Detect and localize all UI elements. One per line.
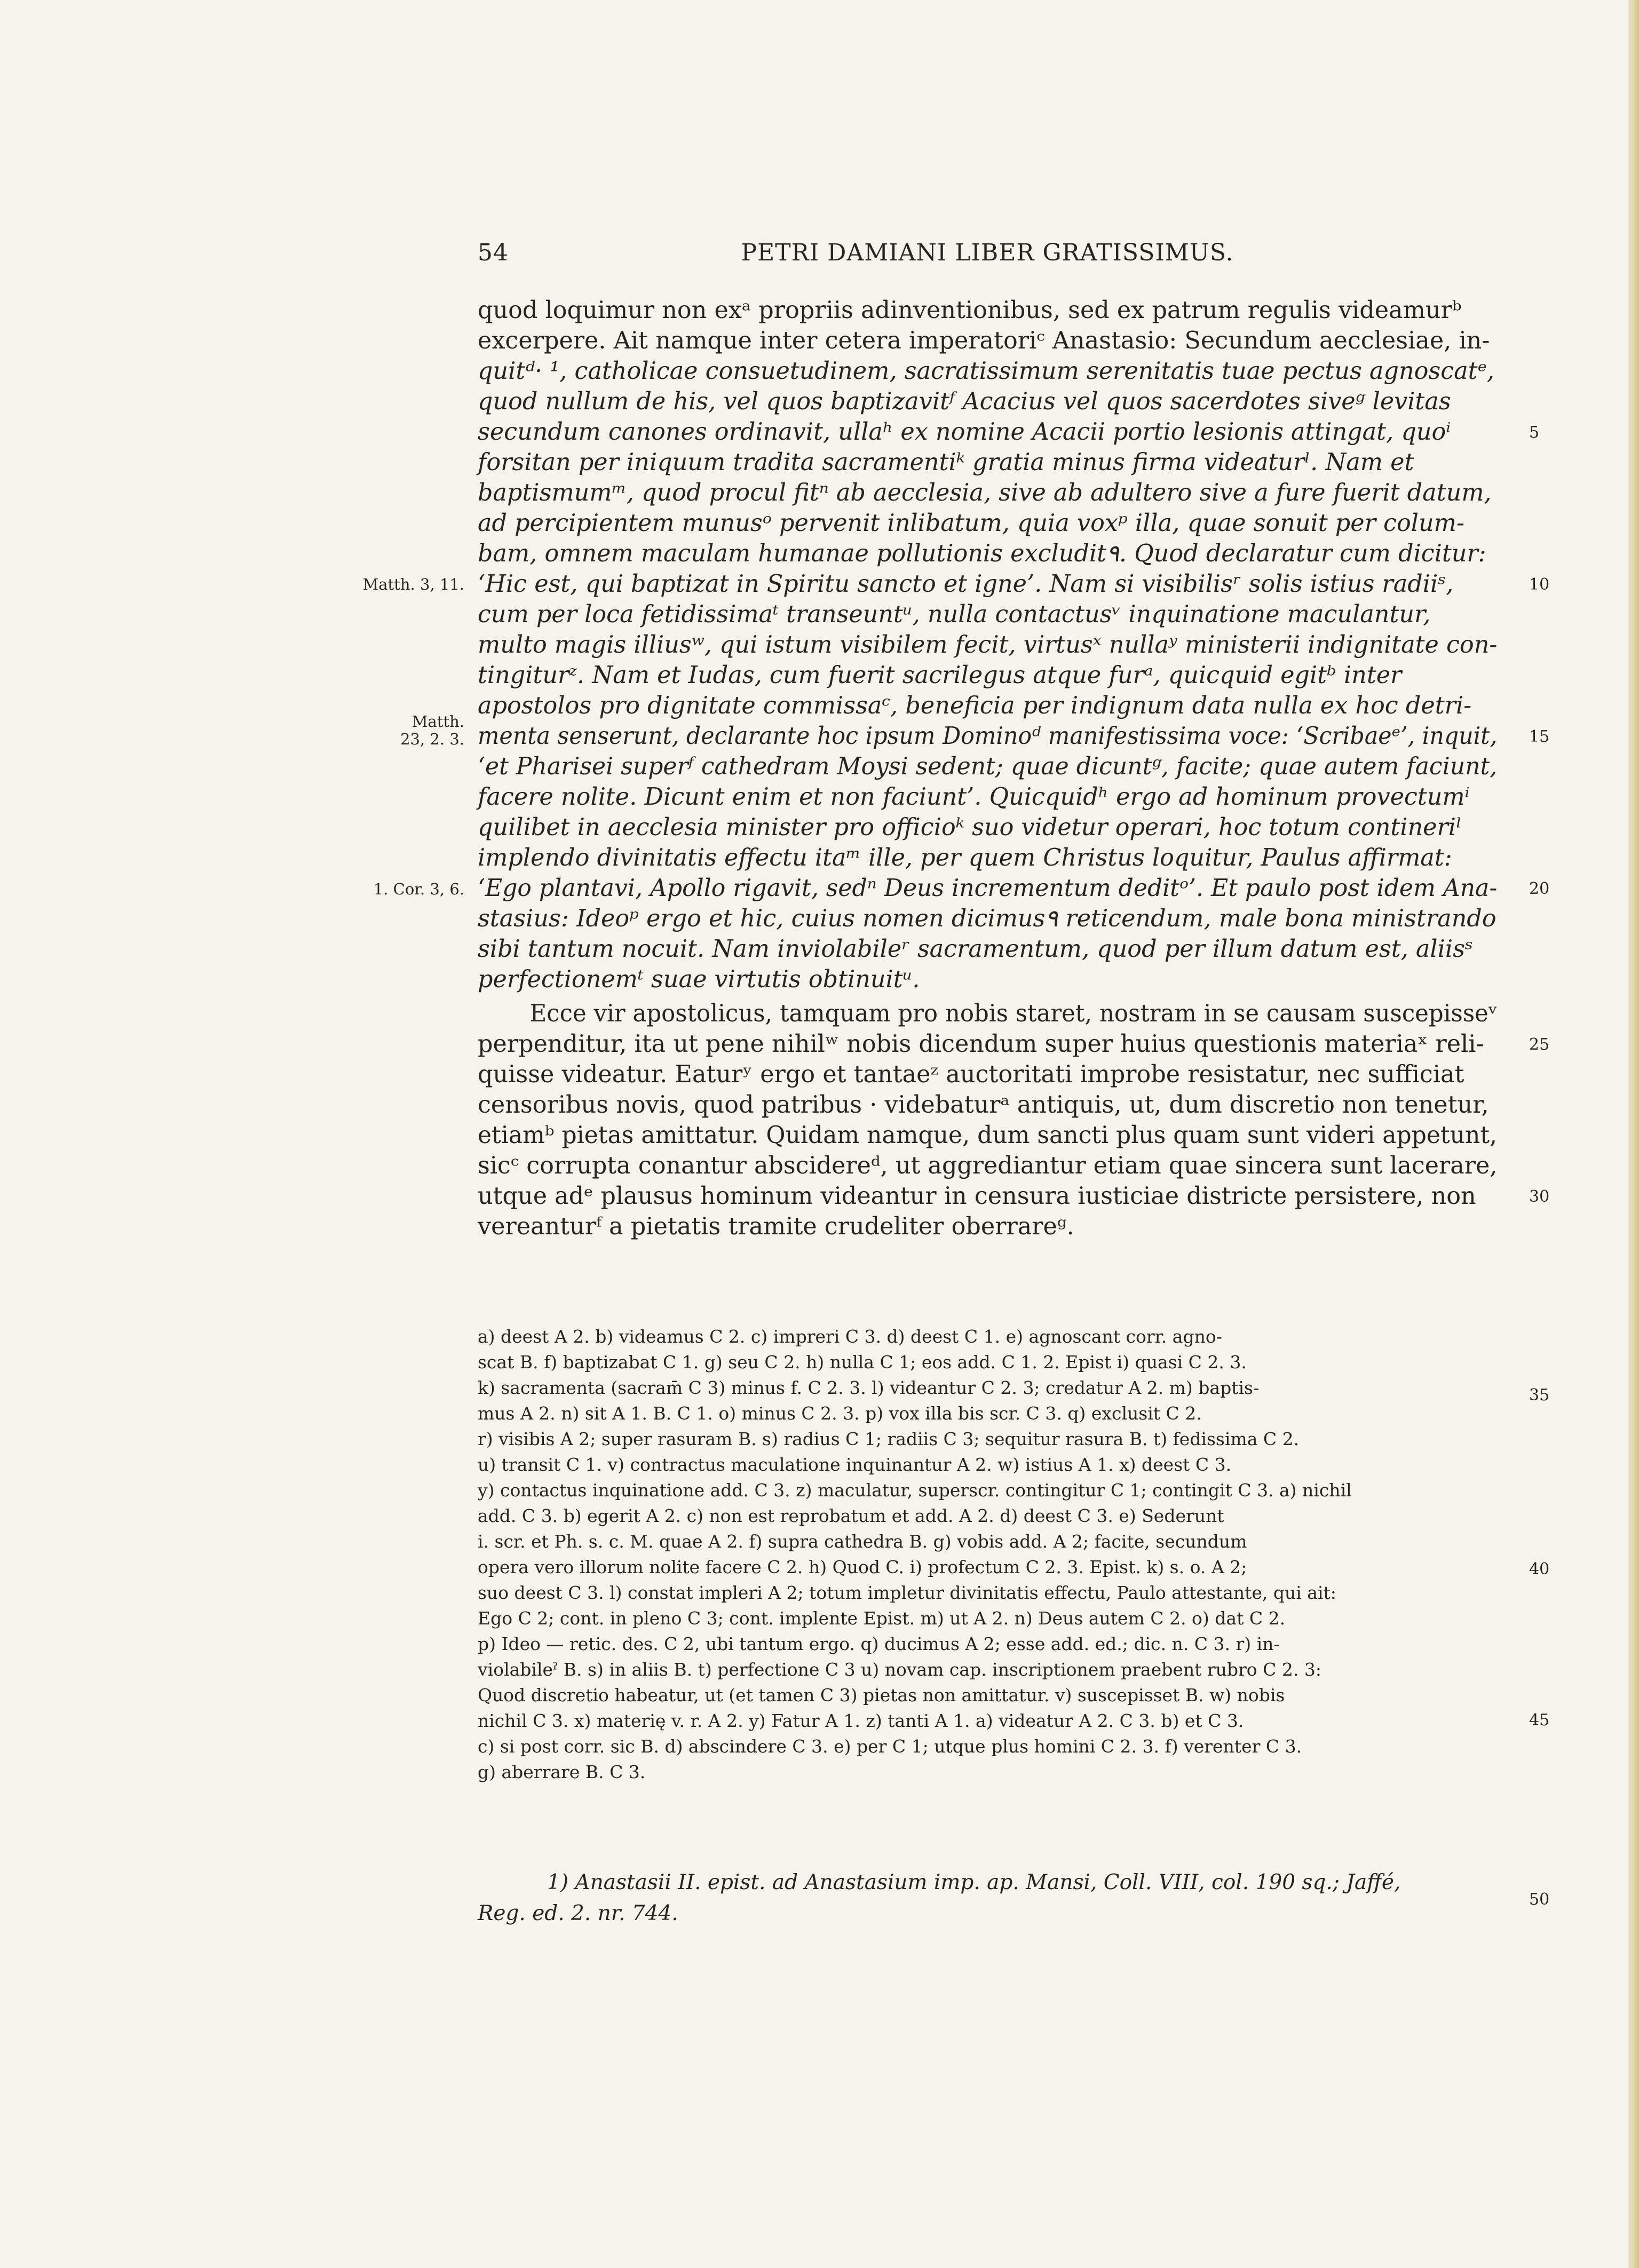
apparatus-line: nichil C 3. x) materię v. r. A 2. y) Fatur A 1. z) tanti A 1. a) videatur A 2. C 3. b) et C 3. <box>478 1710 1244 1731</box>
line-number: 15 <box>1529 727 1550 746</box>
apparatus-line: u) transit C 1. v) contractus maculatione inquinantur A 2. w) istius A 1. x) deest C 3. <box>478 1454 1232 1475</box>
apparatus-line: mus A 2. n) sit A 1. B. C 1. o) minus C 2. 3. p) vox illa bis scr. C 3. q) exclusit C 2. <box>478 1403 1202 1424</box>
body-line: Ecce vir apostolicus, tamquam pro nobis staret, nostram in se causam suscepisseᵛ <box>529 1000 1498 1027</box>
body-line: ‘Hic est, qui baptizat in Spiritu sancto et igne’. Nam si visibilisʳ solis istius radiiˢ, <box>478 570 1454 598</box>
body-line: vereanturᶠ a pietatis tramite crudeliter oberrareᵍ. <box>478 1213 1074 1240</box>
body-line: cum per loca fetidissimaᵗ transeuntᵘ, nulla contactusᵛ inquinatione maculantur, <box>478 601 1431 628</box>
footnote-line: 1) Anastasii II. epist. ad Anastasium imp. ap. Mansi, Coll. VIII, col. 190 sq.; Jaffé, <box>547 1870 1401 1894</box>
line-number: 35 <box>1529 1386 1550 1405</box>
apparatus-line: c) si post corr. sic B. d) abscindere C 3. e) per C 1; utque plus homini C 2. 3. f) verenter C 3. <box>478 1736 1302 1757</box>
body-line: facere nolite. Dicunt enim et non faciunt’. Quicquidʰ ergo ad hominum provectumⁱ <box>478 783 1470 811</box>
line-number: 40 <box>1529 1560 1550 1579</box>
margin-reference: Matth. 3, 11. <box>362 575 464 593</box>
body-line: menta senserunt, declarante hoc ipsum Dominoᵈ manifestissima voce: ‘Scribaeᵉ’, inquit, <box>478 723 1498 750</box>
page-number: 54 <box>478 239 509 266</box>
body-line: forsitan per iniquum tradita sacramentiᵏ gratia minus firma videaturˡ. Nam et <box>478 449 1414 476</box>
body-line: quod nullum de his, vel quos baptizavitᶠ Acacius vel quos sacerdotes siveᵍ levitas <box>478 388 1451 415</box>
apparatus-line: p) Ideo — retic. des. C 2, ubi tantum ergo. q) ducimus A 2; esse add. ed.; dic. n. C 3. r) in- <box>478 1633 1280 1654</box>
running-header <box>478 239 1497 276</box>
line-number: 20 <box>1529 879 1550 898</box>
margin-reference: Matth. 23, 2. 3. <box>400 712 464 749</box>
body-line: sicᶜ corrupta conantur abscidereᵈ, ut aggrediantur etiam quae sincera sunt lacerare, <box>478 1152 1498 1179</box>
body-line: stasius: Ideoᵖ ergo et hic, cuius nomen dicimus٩ reticendum, male bona ministrando <box>478 905 1497 932</box>
body-line: etiamᵇ pietas amittatur. Quidam namque, dum sancti plus quam sunt videri appetunt, <box>478 1122 1498 1149</box>
body-line: quod loquimur non exᵃ propriis adinventionibus, sed ex patrum regulis videamurᵇ <box>478 297 1462 324</box>
page-edge-binding <box>1628 0 1639 2268</box>
apparatus-line: violabileˀ B. s) in aliis B. t) perfectione C 3 u) novam cap. inscriptionem praebent rubro C 2. 3: <box>478 1659 1321 1680</box>
body-line: secundum canones ordinavit, ullaʰ ex nomine Acacii portio lesionis attingat, quoⁱ <box>478 418 1451 446</box>
apparatus-line: r) visibis A 2; super rasuram B. s) radius C 1; radiis C 3; sequitur rasura B. t) fedissima C 2. <box>478 1429 1300 1449</box>
body-line: sibi tantum nocuit. Nam inviolabileʳ sacramentum, quod per illum datum est, aliisˢ <box>478 935 1473 963</box>
apparatus-line: suo deest C 3. l) constat impleri A 2; totum impletur divinitatis effectu, Paulo attestante, qui ait: <box>478 1582 1336 1603</box>
body-line: multo magis illiusʷ, qui istum visibilem fecit, virtusˣ nullaʸ ministerii indignitate con- <box>478 631 1498 659</box>
body-line: quitᵈ· ¹, catholicae consuetudinem, sacratissimum serenitatis tuae pectus agnoscatᵉ, <box>478 358 1494 385</box>
line-number: 30 <box>1529 1187 1550 1206</box>
body-line: perpenditur, ita ut pene nihilʷ nobis dicendum super huius questionis materiaˣ reli- <box>478 1030 1484 1058</box>
apparatus-line: scat B. f) baptizabat C 1. g) seu C 2. h) nulla C 1; eos add. C 1. 2. Epist i) quasi C 2. 3. <box>478 1352 1247 1373</box>
line-number: 50 <box>1529 1890 1550 1909</box>
body-line: apostolos pro dignitate commissaᶜ, beneficia per indignum data nulla ex hoc detri- <box>478 692 1472 719</box>
body-line: quisse videatur. Eaturʸ ergo et tantaeᶻ auctoritati improbe resistatur, nec sufficiat <box>478 1061 1464 1088</box>
body-line: ‘Ego plantavi, Apollo rigavit, sedⁿ Deus incrementum deditᵒ’. Et paulo post idem Ana- <box>478 875 1498 902</box>
body-line: excerpere. Ait namque inter cetera imperatoriᶜ Anastasio: Secundum aecclesiae, in- <box>478 327 1490 354</box>
apparatus-line: a) deest A 2. b) videamus C 2. c) impreri C 3. d) deest C 1. e) agnoscant corr. agno- <box>478 1326 1222 1347</box>
line-number: 25 <box>1529 1035 1550 1054</box>
footnote-line: Reg. ed. 2. nr. 744. <box>478 1901 678 1925</box>
apparatus-line: k) sacramenta (sacram̄ C 3) minus f. C 2. 3. l) videantur C 2. 3; credatur A 2. m) baptis- <box>478 1377 1260 1398</box>
line-number: 10 <box>1529 575 1550 594</box>
apparatus-line: i. scr. et Ph. s. c. M. quae A 2. f) supra cathedra B. g) vobis add. A 2; facite, secundum <box>478 1531 1247 1552</box>
body-line: baptismumᵐ, quod procul fitⁿ ab aecclesia, sive ab adultero sive a fure fuerit datum, <box>478 479 1492 506</box>
apparatus-line: add. C 3. b) egerit A 2. c) non est reprobatum et add. A 2. d) deest C 3. e) Sederunt <box>478 1505 1224 1526</box>
body-line: bam, omnem maculam humanae pollutionis excludit٩. Quod declaratur cum dicitur: <box>478 540 1486 567</box>
body-line: tingiturᶻ. Nam et Iudas, cum fuerit sacrilegus atque furᵃ, quicquid egitᵇ inter <box>478 662 1402 689</box>
apparatus-line: y) contactus inquinatione add. C 3. z) maculatur, superscr. contingitur C 1; contingit C 3. a) nichil <box>478 1480 1352 1501</box>
margin-reference: 1. Cor. 3, 6. <box>373 880 464 898</box>
apparatus-line: opera vero illorum nolite facere C 2. h) Quod C. i) profectum C 2. 3. Epist. k) s. o. A 2; <box>478 1557 1247 1577</box>
apparatus-line: g) aberrare B. C 3. <box>478 1762 646 1782</box>
body-line: implendo divinitatis effectu itaᵐ ille, per quem Christus loquitur, Paulus affirmat: <box>478 844 1452 871</box>
body-line: censoribus novis, quod patribus · videbaturᵃ antiquis, ut, dum discretio non tenetur, <box>478 1091 1489 1119</box>
body-line: perfectionemᵗ suae virtutis obtinuitᵘ. <box>478 966 920 993</box>
body-line: ad percipientem munusᵒ pervenit inlibatum, quia voxᵖ illa, quae sonuit per colum- <box>478 510 1464 537</box>
body-line: utque adᵉ plausus hominum videantur in censura iusticiae districte persistere, non <box>478 1183 1476 1210</box>
body-line: ‘et Pharisei superᶠ cathedram Moysi sedent; quae dicuntᵍ, facite; quae autem faciunt, <box>478 753 1498 780</box>
line-number: 45 <box>1529 1711 1550 1730</box>
line-number: 5 <box>1529 423 1540 442</box>
running-title: PETRI DAMIANI LIBER GRATISSIMUS. <box>741 239 1234 266</box>
apparatus-line: Quod discretio habeatur, ut (et tamen C 3) pietas non amittatur. v) suscepisset B. w) nobis <box>478 1685 1285 1706</box>
apparatus-line: Ego C 2; cont. in pleno C 3; cont. implente Epist. m) ut A 2. n) Deus autem C 2. o) dat C 2. <box>478 1608 1286 1629</box>
body-line: quilibet in aecclesia minister pro officioᵏ suo videtur operari, hoc totum contineriˡ <box>478 814 1462 841</box>
